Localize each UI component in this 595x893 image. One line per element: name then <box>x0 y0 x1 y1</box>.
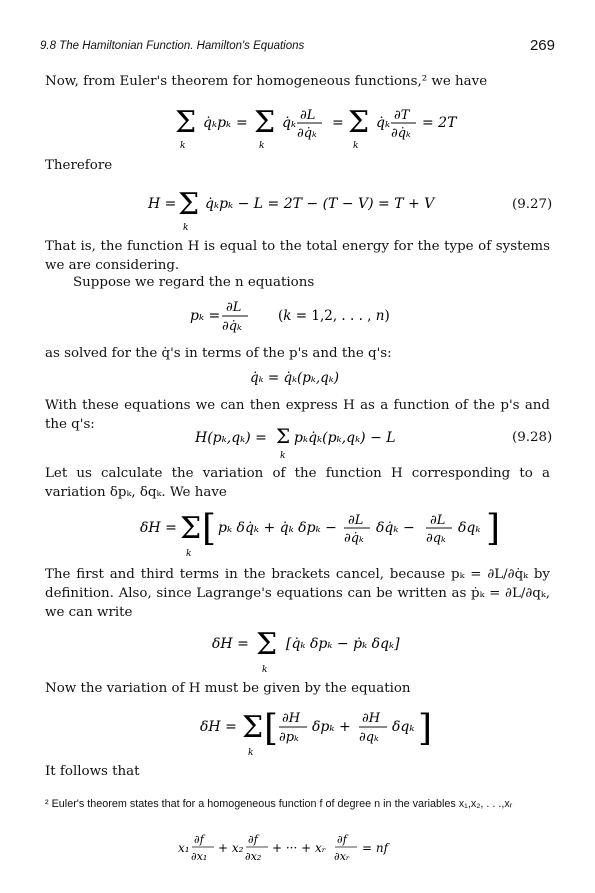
footnote-equation <box>0 828 595 872</box>
equation-euler-sum <box>0 96 595 152</box>
eq8-lbracket: [ <box>264 708 279 749</box>
eq1-result: = 2T <box>422 115 457 131</box>
eq7-rhs: [q̇ₖ δpₖ − ṗₖ δqₖ] <box>286 636 400 652</box>
eq6-sum: Σ <box>180 511 202 546</box>
fn-den1: ∂x₁ <box>191 850 208 863</box>
eq7-k: k <box>262 665 268 675</box>
eq3-range: (k = 1,2, . . . , n) <box>278 308 390 324</box>
eq1-sum1: Σ <box>175 105 197 140</box>
paragraph-express-h: With these equations we can then express H as a function of the p's and the q's: <box>45 398 550 432</box>
paragraph-variation: Let us calculate the variation of the function H corresponding to a variation δpₖ, δqₖ. We have <box>45 466 550 500</box>
eq1-num-dT: ∂T <box>394 108 410 123</box>
eq6-den1: ∂q̇ₖ <box>344 531 364 546</box>
eq6-den2: ∂qₖ <box>426 531 446 546</box>
eq8-den2: ∂qₖ <box>359 730 379 745</box>
paragraph-total-energy: That is, the function H is equal to the total energy for the type of systems we are considering. <box>45 239 550 273</box>
eq8-k: k <box>248 748 254 758</box>
eq1-den1: ∂q̇ₖ <box>297 126 317 141</box>
eq2-k: k <box>183 223 189 233</box>
eq4: q̇ₖ = q̇ₖ(pₖ,qₖ) <box>250 370 339 386</box>
eq3-num: ∂L <box>226 300 242 315</box>
fn-den2: ∂x₂ <box>245 850 262 863</box>
fn-num2: ∂f <box>248 833 258 846</box>
eq1-term1: q̇ₖpₖ <box>203 115 232 131</box>
eq2-sum: Σ <box>178 187 200 222</box>
eq1-num-dL: ∂L <box>300 108 316 123</box>
equation-variation-reduced <box>0 618 595 678</box>
footnote-euler: ² Euler's theorem states that for a homogeneous function f of degree n in the variables x₁,x₂, . . .,xᵣ <box>45 798 513 810</box>
paragraph-it-follows: It follows that <box>45 764 140 779</box>
equation-variation-full <box>0 500 595 564</box>
paragraph-terms-cancel: The first and third terms in the brackets cancel, because pₖ = ∂L/∂q̇ₖ by definition. Also, since Lagrange's equations can be written as ṗₖ = ∂L/∂qₖ, we can write <box>45 567 550 620</box>
eq6-num1: ∂L <box>348 513 364 528</box>
eq6-end: δqₖ <box>458 520 481 536</box>
eq6-mid: δq̇ₖ − <box>376 520 415 536</box>
eq7-sum: Σ <box>256 627 278 662</box>
paragraph-variation-given: Now the variation of H must be given by the equation <box>45 681 411 696</box>
fn-dots: + ··· + xᵣ <box>272 841 326 855</box>
equation-momentum-definition <box>0 290 595 342</box>
equation-hamiltonian-energy <box>0 178 595 234</box>
running-header <box>40 37 555 58</box>
fn-den3: ∂xᵣ <box>334 850 350 863</box>
eq1-sum2: Σ <box>254 105 276 140</box>
eq1-k1: k <box>180 141 186 151</box>
eq1-den2: ∂q̇ₖ <box>391 126 411 141</box>
eq8-rbracket: ] <box>418 708 433 749</box>
eq8-den1: ∂pₖ <box>279 730 299 745</box>
equation-number-9-28: (9.28) <box>512 430 553 445</box>
eq6-num2: ∂L <box>430 513 446 528</box>
eq6-lbracket: [ <box>202 508 217 549</box>
eq5-rhs: pₖq̇ₖ(pₖ,qₖ) − L <box>294 430 396 446</box>
fn-num1: ∂f <box>194 833 204 846</box>
eq1-eq1: = <box>236 115 248 131</box>
paragraph-euler-intro: Now, from Euler's theorem for homogeneous functions,² we have <box>45 74 488 89</box>
eq2-rhs: q̇ₖpₖ − L = 2T − (T − V) = T + V <box>205 196 435 212</box>
eq1-k2: k <box>259 141 265 151</box>
eq2-lhs: H = <box>148 196 177 212</box>
paragraph-suppose: Suppose we regard the n equations <box>73 275 315 290</box>
eq8-end: δqₖ <box>392 719 415 735</box>
fn-x1: x₁ <box>178 841 190 855</box>
equation-number-9-27: (9.27) <box>512 197 553 212</box>
eq1-k3: k <box>353 141 359 151</box>
fn-num3: ∂f <box>337 833 347 846</box>
section-title: 9.8 The Hamiltonian Function. Hamilton's Equations <box>40 40 305 52</box>
eq8-lhs: δH = <box>200 719 237 735</box>
equation-hamiltonian-pq <box>0 418 595 466</box>
eq5-sum: Σ <box>276 424 291 448</box>
eq6-rbracket: ] <box>486 508 501 549</box>
eq3-lhs: pₖ = <box>190 308 221 324</box>
eq1-sum3: Σ <box>348 105 370 140</box>
fn-result: = nf <box>362 841 389 855</box>
eq8-num1: ∂H <box>282 711 301 726</box>
eq6-terms: pₖ δq̇ₖ + q̇ₖ δpₖ − <box>218 520 337 536</box>
eq1-qdot2: q̇ₖ <box>282 115 297 131</box>
page-number: 269 <box>529 37 555 54</box>
eq6-lhs: δH = <box>140 520 177 536</box>
eq3-den: ∂q̇ₖ <box>222 319 242 334</box>
eq8-sum: Σ <box>242 710 264 745</box>
equation-variation-partials <box>0 700 595 762</box>
eq1-eq2: = <box>332 115 344 131</box>
eq6-k: k <box>186 549 192 559</box>
equation-velocity-function <box>0 364 595 390</box>
eq5-lhs: H(pₖ,qₖ) = <box>195 430 267 446</box>
eq8-mid: δpₖ + <box>312 719 351 735</box>
paragraph-therefore: Therefore <box>45 158 113 173</box>
eq7-lhs: δH = <box>212 636 249 652</box>
eq5-k: k <box>280 451 286 461</box>
paragraph-solved-for: as solved for the q̇'s in terms of the p's and the q's: <box>45 346 392 361</box>
eq8-num2: ∂H <box>362 711 381 726</box>
fn-plus1: + x₂ <box>218 841 244 855</box>
eq1-qdot3: q̇ₖ <box>376 115 391 131</box>
